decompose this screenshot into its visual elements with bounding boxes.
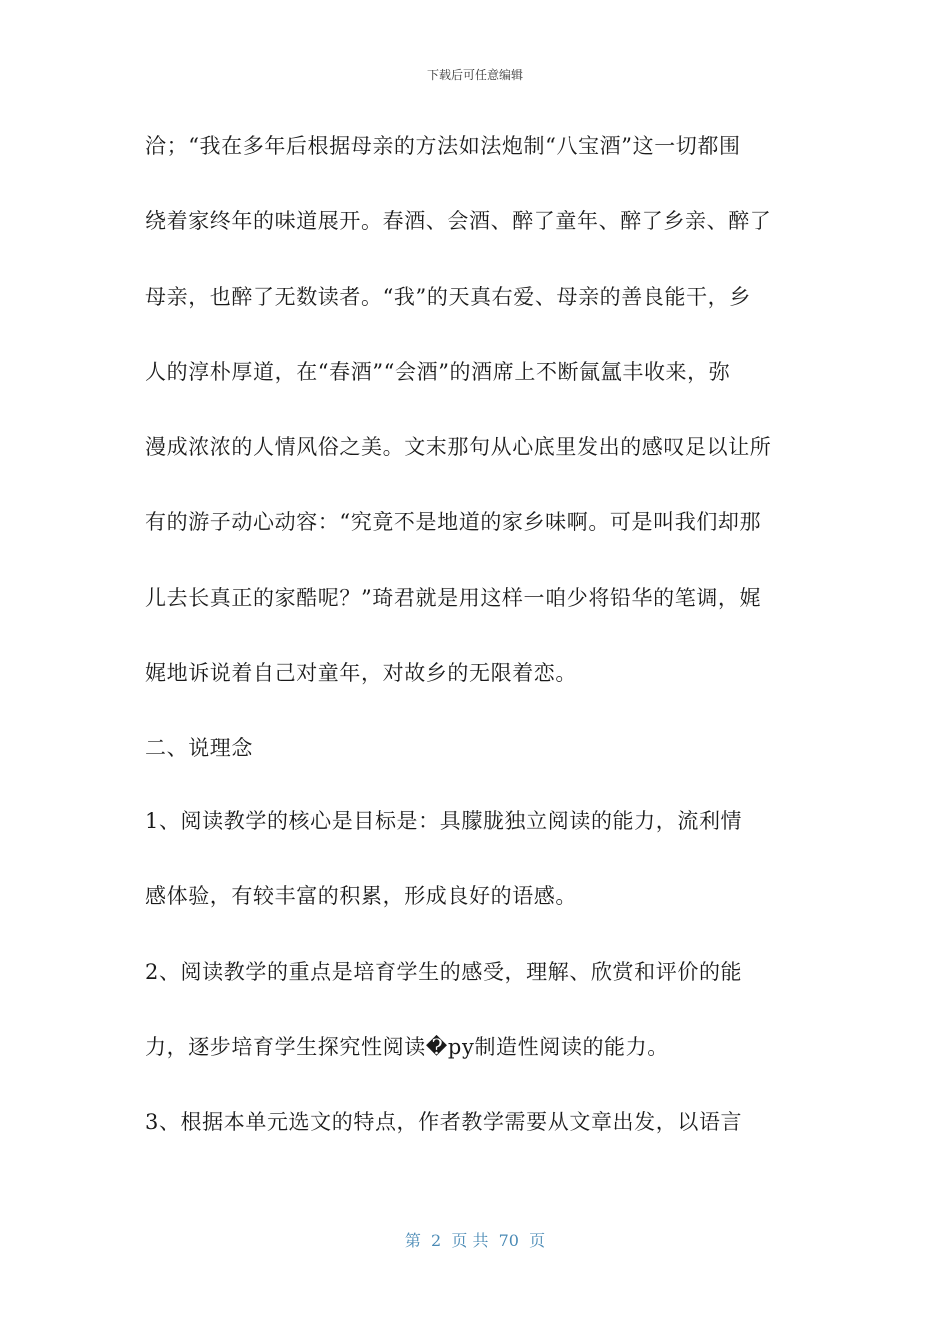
text-line: 1、阅读教学的核心是目标是：具朦胧独立阅读的能力，流利情 <box>145 809 743 833</box>
text-line: 力，逐步培育学生探究性阅读�py制造性阅读的能力。 <box>145 1035 669 1059</box>
text-line: 2、阅读教学的重点是培育学生的感受，理解、欣赏和评价的能 <box>145 960 743 984</box>
text-line: 绕着家终年的味道展开。春酒、会酒、醉了童年、醉了乡亲、醉了 <box>145 209 772 233</box>
text-line: 有的游子动心动容：“究竟不是地道的家乡味啊。可是叫我们却那 <box>145 510 762 534</box>
text-line: 人的淳朴厚道，在“春酒”“会酒”的酒席上不断氤氲丰收来，弥 <box>145 360 731 384</box>
text-line: 洽；“我在多年后根据母亲的方法如法炮制“八宝酒”这一切都围 <box>145 134 741 158</box>
page-header: 下载后可任意编辑 <box>426 68 523 82</box>
text-line: 娓地诉说着自己对童年，对故乡的无限着恋。 <box>145 661 577 685</box>
text-line: 3、根据本单元选文的特点，作者教学需要从文章出发，以语言 <box>145 1110 743 1134</box>
text-line: 感体验，有较丰富的积累，形成良好的语感。 <box>145 884 577 908</box>
page-number-footer: 第 2 页 共 70 页 <box>404 1231 546 1250</box>
text-line: 儿去长真正的家酷呢？”琦君就是用这样一咱少将铅华的笔调，娓 <box>145 586 762 610</box>
text-line: 漫成浓浓的人情风俗之美。文末那句从心底里发出的感叹足以让所 <box>145 435 772 459</box>
section-heading: 二、说理念 <box>145 736 253 760</box>
text-line: 母亲，也醉了无数读者。“我”的天真右爱、母亲的善良能干，乡 <box>145 285 751 309</box>
